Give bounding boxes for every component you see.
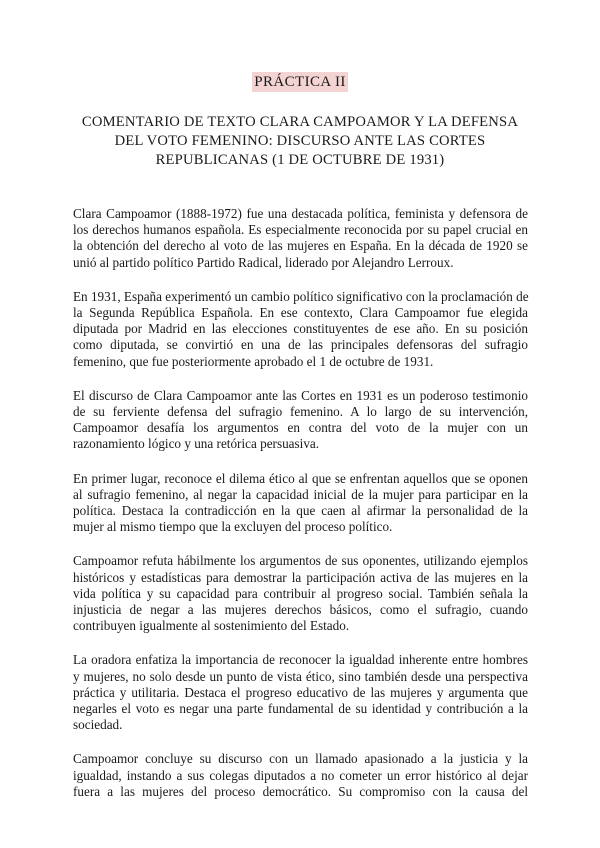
paragraph-line: contribuyen igualmente al sostenimiento del Estado. xyxy=(73,618,350,634)
paragraph-line: históricos y estadísticas para demostrar la participación activa de las mujeres en la xyxy=(73,569,528,585)
document-body xyxy=(73,206,528,818)
paragraph-line: diputada por Madrid en las elecciones constituyentes de ese año. En su posición xyxy=(73,321,528,337)
paragraph-context xyxy=(73,289,528,370)
paragraph-line: igualdad, instando a sus colegas diputados a no cometer un error histórico al dejar xyxy=(73,767,528,783)
paragraph-line: de su ferviente defensa del sufragio femenino. A lo largo de su intervención, xyxy=(73,404,528,420)
paragraph-line: En primer lugar, reconoce el dilema ético al que se enfrentan aquellos que se oponen xyxy=(73,470,528,486)
paragraph-line: injusticia de negar a las mujeres derechos básicos, como el sufragio, cuando xyxy=(73,602,528,618)
paragraph-line: razonamiento lógico y una retórica persuasiva. xyxy=(73,436,320,452)
paragraph-line: como diputada, se convirtió en una de las principales defensoras del sufragio xyxy=(73,337,528,353)
title-line: COMENTARIO DE TEXTO CLARA CAMPOAMOR Y LA DEFENSA xyxy=(81,114,519,130)
practice-label: PRÁCTICA II xyxy=(254,74,346,90)
paragraph-line: la obtención del derecho al voto de las mujeres en España. En la década de 1920 se xyxy=(73,238,528,254)
paragraph-line: Clara Campoamor (1888-1972) fue una destacada política, feminista y defensora de xyxy=(73,206,528,221)
paragraph-ethical-dilemma xyxy=(73,471,528,536)
paragraph-line: sociedad. xyxy=(73,717,123,733)
paragraph-line: la Segunda República Española. En ese contexto, Clara Campoamor fue elegida xyxy=(73,305,528,321)
paragraph-line: práctica y utilitaria. Destaca el progreso educativo de las mujeres y argumenta que xyxy=(73,684,528,700)
paragraph-line: mujer al mismo tiempo que la excluyen del proceso político. xyxy=(73,519,393,535)
paragraph-line: Campoamor desafía los argumentos en contra del voto de la mujer con un xyxy=(73,420,528,436)
paragraph-equality xyxy=(73,652,528,733)
paragraph-line: los derechos humanos española. Es especialmente reconocida por su papel crucial en xyxy=(73,222,528,238)
paragraph-line: política. Destaca la contradicción en la que caen al afirmar la personalidad de la xyxy=(73,503,528,519)
paragraph-line: La oradora enfatiza la importancia de reconocer la igualdad inherente entre hombres xyxy=(73,652,528,668)
paragraph-line: vida política y su capacidad para contribuir al progreso social. También señala la xyxy=(73,585,528,601)
paragraph-line: fuera a las mujeres del proceso democrático. Su compromiso con la causa del xyxy=(73,783,528,799)
paragraph-refutation xyxy=(73,553,528,634)
paragraph-line: negarles el voto es negar una parte fundamental de su identidad y contribución a la xyxy=(73,701,528,717)
paragraph-line: y mujeres, no solo desde un punto de vista ético, sino también desde una perspectiva xyxy=(73,668,528,684)
document-title xyxy=(62,113,538,170)
paragraph-conclusion xyxy=(73,751,528,800)
paragraph-line: unió al partido político Partido Radical, liderado por Alejandro Lerroux. xyxy=(73,254,454,270)
paragraph-line: femenino, que fue posteriormente aprobado el 1 de octubre de 1931. xyxy=(73,353,434,369)
paragraph-line: El discurso de Clara Campoamor ante las Cortes en 1931 es un poderoso testimonio xyxy=(73,387,528,403)
paragraph-line: Campoamor refuta hábilmente los argumentos de sus oponentes, utilizando ejemplos xyxy=(73,553,528,569)
paragraph-line: al sufragio femenino, al negar la capacidad inicial de la mujer para participar en la xyxy=(73,486,528,502)
paragraph-biography xyxy=(73,206,528,271)
paragraph-line: En 1931, España experimentó un cambio político significativo con la proclamación de xyxy=(73,288,529,304)
paragraph-speech xyxy=(73,388,528,453)
title-line: DEL VOTO FEMENINO: DISCURSO ANTE LAS CORTES xyxy=(114,133,486,149)
practice-label-wrap xyxy=(0,72,600,92)
title-line: REPUBLICANAS (1 DE OCTUBRE DE 1931) xyxy=(155,152,445,168)
paragraph-line: Campoamor concluye su discurso con un llamado apasionado a la justicia y la xyxy=(73,751,528,767)
